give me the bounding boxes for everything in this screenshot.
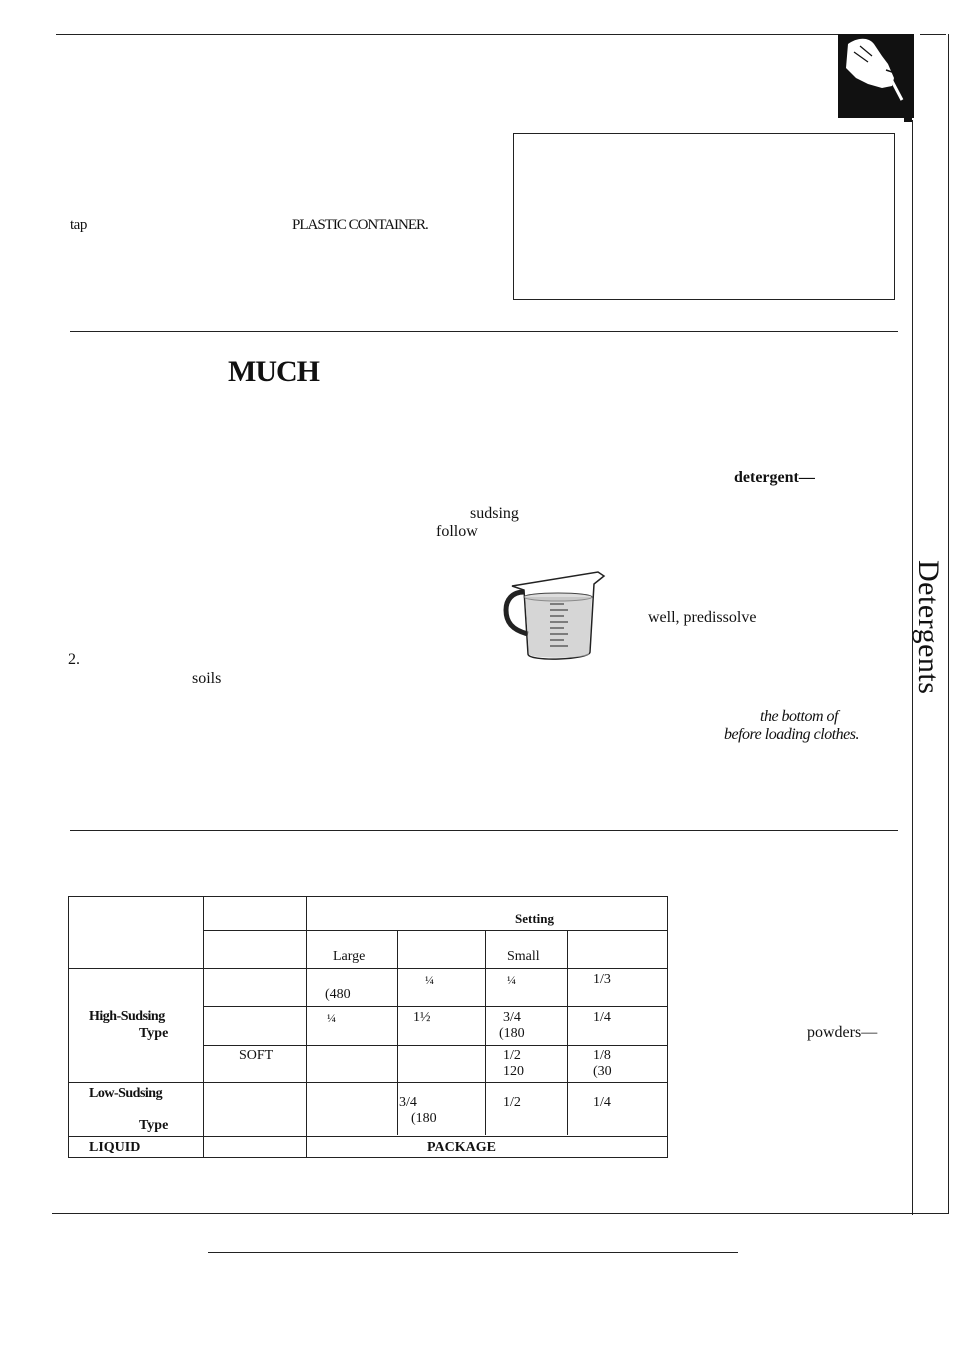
cell-r1-large: (480 [325, 987, 351, 1002]
hand-pointer-icon [838, 34, 914, 118]
table-row-line [69, 1136, 667, 1137]
bottom-rule [52, 1213, 948, 1214]
top-rule-right [920, 34, 946, 35]
text-sudsing: sudsing [470, 505, 519, 522]
caution-word-container: PLASTIC CONTAINER. [292, 217, 428, 233]
cell-r1-c3: ¼ [507, 973, 516, 987]
footer-rule [208, 1252, 738, 1253]
cell-r2-c3a: 3/4 [503, 1010, 521, 1025]
cell-r4-c3: 1/2 [503, 1095, 521, 1110]
cell-r2-large: ¼ [327, 1011, 336, 1025]
list-number-two: 2. [68, 651, 80, 668]
cell-r2-c2: 1½ [413, 1010, 431, 1025]
top-rule [56, 34, 840, 35]
row-label-liquid: LIQUID [89, 1140, 141, 1155]
table-row-line [69, 968, 667, 969]
measuring-cup-icon [498, 566, 610, 666]
tab-edge [904, 110, 912, 122]
table-row-line [203, 1006, 667, 1007]
cell-r4-c2b: (180 [411, 1111, 437, 1126]
right-edge-rule [948, 34, 949, 1214]
cell-r4-c4: 1/4 [593, 1095, 611, 1110]
text-powders: powders— [807, 1024, 878, 1041]
side-title: Detergents [912, 560, 945, 695]
table-col-line [567, 931, 568, 1135]
cell-r2-c3b: (180 [499, 1026, 525, 1041]
notice-box [513, 133, 895, 300]
cell-r3-c4a: 1/8 [593, 1048, 611, 1063]
row-label-type: Type [139, 1118, 169, 1133]
detergent-amount-table [68, 896, 668, 1158]
text-well-predissolve: well, predissolve [648, 609, 757, 626]
cell-r1-c4: 1/3 [593, 972, 611, 987]
text-before-loading: before loading clothes. [724, 726, 859, 743]
cell-r4-c2a: 3/4 [399, 1095, 417, 1110]
table-col-line [203, 897, 204, 1157]
cell-r3-c3b: 120 [503, 1064, 524, 1079]
text-soils: soils [192, 670, 222, 687]
row-label-low-sudsing: Low-Sudsing [89, 1086, 163, 1101]
cell-r2-c4: 1/4 [593, 1010, 611, 1025]
header-small: Small [507, 949, 540, 964]
cell-r3-c3a: 1/2 [503, 1048, 521, 1063]
table-col-line [397, 931, 398, 1135]
table-col-line [485, 931, 486, 1135]
header-large: Large [333, 949, 366, 964]
section-heading: MUCH [228, 355, 319, 388]
text-follow: follow [436, 523, 478, 540]
section-rule-1 [70, 331, 898, 332]
caution-word-tap: tap [70, 217, 87, 233]
row-label-high-sudsing: High-Sudsing [89, 1009, 165, 1024]
text-bottom-of: the bottom of [760, 708, 838, 725]
table-row-line [203, 1045, 667, 1046]
cell-r3-c4b: (30 [593, 1064, 612, 1079]
header-setting: Setting [515, 911, 554, 926]
text-detergent: detergent— [734, 469, 815, 486]
cell-soft: SOFT [239, 1048, 274, 1063]
cell-package: PACKAGE [427, 1140, 496, 1155]
section-tab [838, 34, 914, 118]
table-row-line [69, 1082, 667, 1083]
table-row-line [203, 930, 667, 931]
cell-r1-c2: ¼ [425, 973, 434, 987]
section-rule-2 [70, 830, 898, 831]
table-col-line [306, 897, 307, 1157]
row-label-type: Type [139, 1026, 169, 1041]
